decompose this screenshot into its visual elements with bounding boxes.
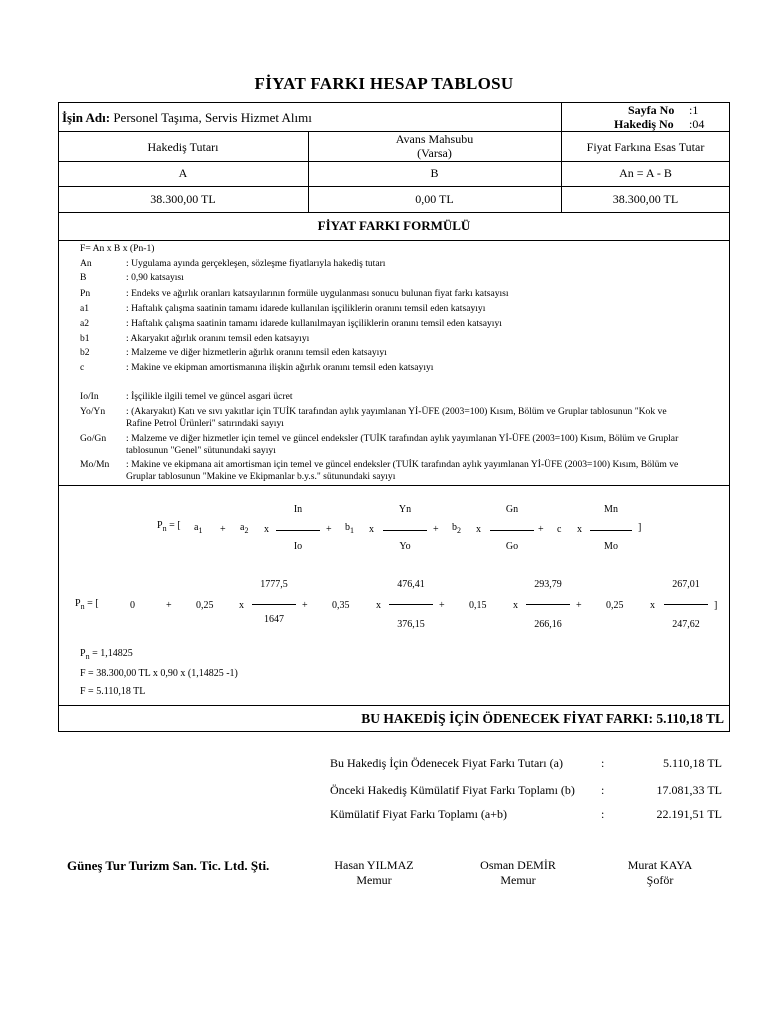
def-c-sym: c bbox=[80, 362, 85, 373]
def-b-sym: B bbox=[80, 272, 87, 283]
pn-numeric-label: $P_n$ = [ bbox=[75, 598, 99, 611]
num-c: 0,25 bbox=[606, 600, 624, 611]
def-mo-line1: : Makine ve ekipmana ait amortisman için temel ve güncel endeksler (TUİK tarafından aylık yayımlanan Yİ-ÜFE (2003=100) Kısım, Bölüm ve bbox=[126, 459, 679, 470]
sym-mn-den: Mo bbox=[604, 541, 618, 552]
hakedis-label: Hakediş No bbox=[614, 117, 674, 131]
total-ab-value: 22.191,51 TL bbox=[656, 807, 722, 821]
def-go-sym: Go/Gn bbox=[80, 433, 107, 444]
signer-2-role: Memur bbox=[500, 873, 536, 887]
fraction-bar bbox=[664, 604, 708, 605]
num-x-3: x bbox=[513, 600, 518, 611]
def-c-desc: : Makine ve ekipman amortismanına ilişkin ağırlık oranını temsil eden katsayıyı bbox=[126, 362, 434, 373]
num-plus-1: + bbox=[166, 600, 172, 611]
pn-symbol: $P_n$ = [ bbox=[157, 520, 181, 533]
formula-heading: FİYAT FARKI FORMÜLÜ bbox=[317, 218, 471, 233]
sym-plus-2: + bbox=[326, 524, 332, 535]
total-a-colon: : bbox=[601, 756, 605, 770]
sym-x-4: x bbox=[577, 524, 582, 535]
fraction-bar bbox=[389, 604, 433, 605]
def-b2-sym: b2 bbox=[80, 347, 90, 358]
def-mo-sym: Mo/Mn bbox=[80, 459, 110, 470]
def-io-line1: : İşçilikle ilgili temel ve güncel asgari ücret bbox=[126, 391, 293, 402]
num-yn-den: 376,15 bbox=[397, 619, 425, 630]
num-in-den: 1647 bbox=[264, 614, 284, 625]
total-b-colon: : bbox=[601, 783, 605, 797]
value-hakedis: 38.300,00 TL bbox=[150, 192, 216, 206]
num-a1: 0 bbox=[130, 600, 135, 611]
row-divider bbox=[58, 161, 730, 162]
num-plus-4: + bbox=[576, 600, 582, 611]
row-divider bbox=[58, 705, 730, 706]
num-plus-2: + bbox=[302, 600, 308, 611]
def-yo-line2: Rafine Petrol Ürünleri" satırındaki sayıyı bbox=[126, 418, 284, 429]
sym-in-num: In bbox=[293, 504, 303, 515]
sym-yn-den: Yo bbox=[399, 541, 411, 552]
f-calculation: F = 38.300,00 TL x 0,90 x (1,14825 -1) bbox=[80, 668, 238, 679]
fraction-bar bbox=[590, 530, 632, 531]
signer-1-role: Memur bbox=[356, 873, 392, 887]
def-pn-desc: : Endeks ve ağırlık oranları katsayılarının formüle uygulanması sonucu bulunan fiyat farkı katsayısı bbox=[126, 288, 509, 299]
page-label: Sayfa No bbox=[628, 103, 675, 117]
num-gn-den: 266,16 bbox=[534, 619, 562, 630]
header-avans-mahsubu: Avans Mahsubu bbox=[395, 132, 474, 146]
def-go-line1: : Malzeme ve diğer hizmetler için temel ve güncel endeksler (TUİK tarafından aylık yayımlanan Yİ-ÜFE (2003=100) Kısım, Bölüm ve Gruplar bbox=[126, 433, 679, 444]
value-esas-tutar: 38.300,00 TL bbox=[612, 192, 679, 206]
fraction-bar bbox=[526, 604, 570, 605]
sym-x-2: x bbox=[369, 524, 374, 535]
fraction-bar bbox=[383, 530, 427, 531]
num-plus-3: + bbox=[439, 600, 445, 611]
def-pn-sym: Pn bbox=[80, 288, 91, 299]
sym-mn-num: Mn bbox=[604, 504, 618, 515]
sym-b1: $b_1$ bbox=[345, 522, 354, 535]
sym-gn-den: Go bbox=[505, 541, 519, 552]
num-x-4: x bbox=[650, 600, 655, 611]
company-name: Güneş Tur Turizm San. Tic. Ltd. Şti. bbox=[67, 858, 270, 873]
f-result: F = 5.110,18 TL bbox=[80, 686, 146, 697]
symbol-an: An = A - B bbox=[619, 166, 672, 180]
def-b2-desc: : Malzeme ve diğer hizmetlerin ağırlık oranını temsil eden katsayıyı bbox=[126, 347, 387, 358]
num-mn-den: 247,62 bbox=[672, 619, 700, 630]
sym-a2: $a_2$ bbox=[240, 522, 249, 535]
def-an-desc: : Uygulama ayında gerçekleşen, sözleşme fiyatlarıyla hakediş tutarı bbox=[126, 258, 386, 269]
def-b1-sym: b1 bbox=[80, 333, 90, 344]
sym-c: c bbox=[557, 524, 562, 535]
total-ab-label: Kümülatif Fiyat Farkı Toplamı (a+b) bbox=[330, 807, 508, 821]
header-avans-varsa: (Varsa) bbox=[417, 146, 452, 160]
num-in-num: 1777,5 bbox=[260, 579, 288, 590]
num-a2: 0,25 bbox=[196, 600, 214, 611]
row-divider bbox=[58, 212, 730, 213]
sym-close: ] bbox=[638, 522, 642, 533]
header-hakedis-tutari: Hakediş Tutarı bbox=[147, 140, 219, 154]
signer-1-name: Hasan YILMAZ bbox=[334, 858, 414, 872]
def-b-desc: : 0,90 katsayısı bbox=[126, 272, 184, 283]
def-yo-sym: Yo/Yn bbox=[80, 406, 106, 417]
sym-gn-num: Gn bbox=[505, 504, 519, 515]
job-name: Personel Taşıma, Servis Hizmet Alımı bbox=[113, 110, 312, 125]
signer-3-role: Şoför bbox=[646, 873, 674, 887]
row-divider bbox=[58, 240, 730, 241]
total-ab-colon: : bbox=[601, 807, 605, 821]
value-avans: 0,00 TL bbox=[415, 192, 454, 206]
sym-x-3: x bbox=[476, 524, 481, 535]
num-x-1: x bbox=[239, 600, 244, 611]
sym-yn-num: Yn bbox=[398, 504, 412, 515]
fraction-bar bbox=[252, 604, 296, 605]
sym-plus-1: + bbox=[220, 524, 226, 535]
num-b2: 0,15 bbox=[469, 600, 487, 611]
num-x-2: x bbox=[376, 600, 381, 611]
main-formula: F= An x B x (Pn-1) bbox=[80, 243, 155, 254]
row-divider bbox=[58, 186, 730, 187]
def-an-sym: An bbox=[80, 258, 92, 269]
signer-2-name: Osman DEMİR bbox=[480, 858, 556, 872]
hakedis-value: :04 bbox=[689, 117, 705, 131]
def-a2-sym: a2 bbox=[80, 318, 90, 329]
def-io-sym: Io/In bbox=[80, 391, 99, 402]
symbol-a: A bbox=[178, 166, 188, 180]
total-banner: BU HAKEDİŞ İÇİN ÖDENECEK FİYAT FARKI: 5.110,18 TL bbox=[361, 711, 724, 726]
def-mo-line2: Gruplar tablosunun "Makine ve Ekipmanlar b.y.s." sütunundaki sayıyı bbox=[126, 471, 396, 482]
fraction-bar bbox=[276, 530, 320, 531]
job-row bbox=[62, 110, 312, 126]
sym-a1: $a_1$ bbox=[194, 522, 203, 535]
num-close: ] bbox=[714, 600, 718, 611]
total-b-value: 17.081,33 TL bbox=[656, 783, 722, 797]
def-yo-line1: : (Akaryakıt) Katı ve sıvı yakıtlar için TUİK tarafından aylık yayımlanan Yİ-ÜFE (2003=100) Kısım, Bölüm ve Gruplar tablosunun "Kok ve bbox=[126, 406, 667, 417]
num-mn-num: 267,01 bbox=[672, 579, 700, 590]
job-label: İşin Adı: bbox=[62, 110, 111, 125]
sym-in-den: Io bbox=[293, 541, 303, 552]
sym-plus-3: + bbox=[433, 524, 439, 535]
sym-x-1: x bbox=[264, 524, 269, 535]
symbol-b: B bbox=[430, 166, 439, 180]
pn-result: $P_n = 1,14825$ bbox=[80, 648, 133, 661]
row-divider bbox=[58, 485, 730, 486]
total-b-label: Önceki Hakediş Kümülatif Fiyat Farkı Toplamı (b) bbox=[330, 783, 575, 797]
sym-plus-4: + bbox=[538, 524, 544, 535]
total-a-label: Bu Hakediş İçin Ödenecek Fiyat Farkı Tutarı (a) bbox=[330, 756, 563, 770]
def-a2-desc: : Haftalık çalışma saatinin tamamı idarede kullanılmayan işçiliklerin oranını temsil eden katsayıyı bbox=[126, 318, 502, 329]
document-title: FİYAT FARKI HESAP TABLOSU bbox=[254, 74, 514, 93]
num-yn-num: 476,41 bbox=[397, 579, 425, 590]
fraction-bar bbox=[490, 530, 534, 531]
def-b1-desc: : Akaryakıt ağırlık oranını temsil eden katsayıyı bbox=[126, 333, 310, 344]
num-gn-num: 293,79 bbox=[534, 579, 562, 590]
def-a1-desc: : Haftalık çalışma saatinin tamamı idarede kullanılan işçiliklerin oranını temsil eden katsayıyı bbox=[126, 303, 486, 314]
total-a-value: 5.110,18 TL bbox=[663, 756, 722, 770]
sym-b2: $b_2$ bbox=[452, 522, 461, 535]
signer-3-name: Murat KAYA bbox=[627, 858, 693, 872]
def-a1-sym: a1 bbox=[80, 303, 90, 314]
num-b1: 0,35 bbox=[332, 600, 350, 611]
page-value: :1 bbox=[689, 103, 699, 117]
header-fiyat-farkina-esas: Fiyat Farkına Esas Tutar bbox=[586, 140, 705, 154]
def-go-line2: tablosunun "Genel" sütunundaki sayıyı bbox=[126, 445, 276, 456]
